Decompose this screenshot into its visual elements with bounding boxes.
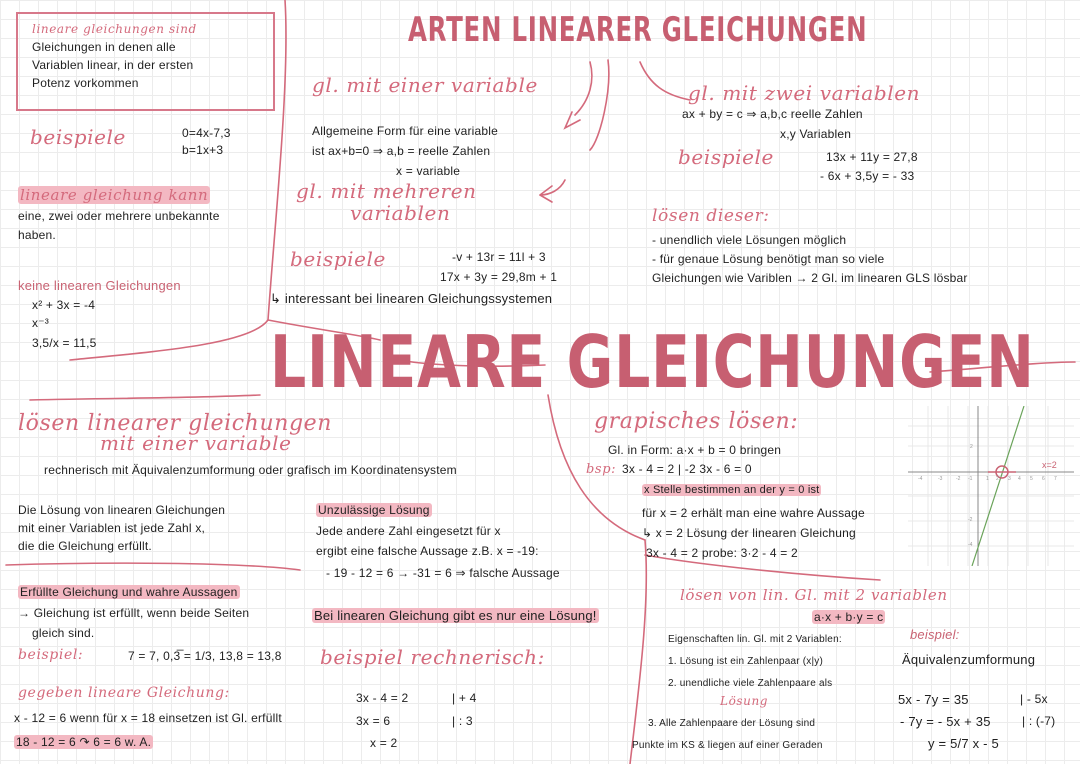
solve-two-formula-text: a·x + b·y = c xyxy=(814,610,884,624)
header-title: ARTEN LINEARER GLEICHUNGEN xyxy=(408,10,868,50)
equiv-row-2-right: | : (-7) xyxy=(1022,714,1056,728)
multi-var-heading-2: variablen xyxy=(350,201,451,225)
unknowns-text-1: lineare gleichung kann xyxy=(20,186,209,204)
multi-var-label: beispiele xyxy=(290,247,386,271)
solve-one-heading-1: lösen linearer gleichungen xyxy=(18,411,333,436)
graphic-line-5: ↳ x = 2 Lösung der linearen Gleichung xyxy=(642,526,856,540)
given-label: gegeben lineare Gleichung: xyxy=(18,685,230,701)
props-3: 2. unendliche viele Zahlenpaare als xyxy=(668,678,833,689)
unknowns-line-1 xyxy=(18,188,210,204)
equiv-row-1-left: 5x - 7y = 35 xyxy=(898,692,969,707)
given-line-1: x - 12 = 6 wenn für x = 18 einsetzen ist Gl. erfüllt xyxy=(14,711,282,725)
definition-line-1 xyxy=(32,22,197,37)
solution-text-1: Die Lösung von linearen Gleichungen xyxy=(18,503,226,517)
graphic-bsp: bsp: xyxy=(586,462,617,477)
tick-label: 4 xyxy=(1018,476,1021,482)
calc-row-2-left: 3x = 6 xyxy=(356,714,391,728)
fulfilled-line-1: → Gleichung ist erfüllt, wenn beide Seiten xyxy=(18,606,250,620)
multi-var-note: ↳ interessant bei linearen Gleichungssystemen xyxy=(270,291,553,306)
two-var-heading: gl. mit zwei variablen xyxy=(688,81,921,105)
given-line-2-text: 18 - 12 = 6 ↷ 6 = 6 w. A. xyxy=(16,735,152,749)
solving-two-line-2: - für genaue Lösung benötigt man so viele xyxy=(652,252,885,266)
props-6: Punkte im KS & liegen auf einer Geraden xyxy=(632,740,823,751)
props-5: 3. Alle Zahlenpaare der Lösung sind xyxy=(648,718,816,729)
tick-label: 6 xyxy=(1042,476,1045,482)
examples-label: beispiele xyxy=(30,125,126,149)
graphic-line-1: Gl. in Form: a·x + b = 0 bringen xyxy=(608,443,782,457)
tick-label: -4 xyxy=(968,542,973,548)
tick-label: 2 xyxy=(970,444,973,450)
invalid-heading-text: Unzulässige Lösung xyxy=(318,503,430,517)
only-one-text: Bei linearen Gleichung gibt es nur eine Lösung! xyxy=(314,608,597,623)
solving-two-heading: lösen dieser: xyxy=(652,206,770,226)
definition-line-3: Variablen linear, in der ersten xyxy=(32,58,194,72)
tick-label: -3 xyxy=(938,476,943,482)
two-var-line-2: x,y Variablen xyxy=(780,127,852,141)
invalid-line-2: ergibt eine falsche Aussage z.B. x = -19: xyxy=(316,544,539,558)
graphic-line-6: 3x - 4 = 2 probe: 3·2 - 4 = 2 xyxy=(646,546,798,560)
equiv-title: Äquivalenzumformung xyxy=(902,652,1036,667)
non-linear-2: x⁻³ xyxy=(32,316,49,330)
equiv-row-2-left: - 7y = - 5x + 35 xyxy=(900,714,991,729)
one-var-line-3: x = variable xyxy=(396,164,461,178)
solving-two-line-3: Gleichungen wie Variblen → 2 Gl. im linearen GLS lösbar xyxy=(652,271,968,285)
two-var-line-1: ax + by = c ⇒ a,b,c reelle Zahlen xyxy=(682,107,863,121)
unknowns-line-2: eine, zwei oder mehrere unbekannte xyxy=(18,209,220,223)
non-linear-label: keine linearen Gleichungen xyxy=(18,278,181,293)
calc-row-1-right: | + 4 xyxy=(452,691,477,705)
graph-line xyxy=(972,406,1024,566)
only-one-solution xyxy=(312,608,599,623)
fulfilled-line-2: gleich sind. xyxy=(32,626,95,640)
tick-label: -2 xyxy=(968,517,973,523)
definition-box xyxy=(16,12,275,111)
graph-plot xyxy=(908,406,1074,566)
one-var-line-2: ist ax+b=0 ⇒ a,b = reelle Zahlen xyxy=(312,144,491,158)
graphic-line-3-text: x Stelle bestimmen an der y = 0 ist xyxy=(644,484,820,496)
invalid-line-1: Jede andere Zahl eingesetzt für x xyxy=(316,524,501,538)
solve-two-heading: lösen von lin. Gl. mit 2 variablen xyxy=(680,586,948,604)
graphic-heading: grapisches lösen: xyxy=(594,409,799,434)
calc-row-1-left: 3x - 4 = 2 xyxy=(356,691,409,705)
solution-text-3: die die Gleichung erfüllt. xyxy=(18,539,152,553)
solution-text-2: mit einer Variablen ist jede Zahl x, xyxy=(18,521,206,535)
tick-label: 7 xyxy=(1054,476,1057,482)
solve-one-sub: rechnerisch mit Äquivalenzumformung oder grafisch im Koordinatensystem xyxy=(44,463,457,477)
one-var-line-1: Allgemeine Form für eine variable xyxy=(312,124,499,138)
fulfilled-heading xyxy=(18,585,240,600)
props-4: Lösung xyxy=(720,694,769,708)
invalid-heading xyxy=(316,503,432,518)
props-1: Eigenschaften lin. Gl. mit 2 Variablen: xyxy=(668,634,842,645)
two-var-ex-1: 13x + 11y = 27,8 xyxy=(826,150,918,164)
solve-two-formula xyxy=(812,610,885,625)
graphic-line-2: 3x - 4 = 2 | -2 3x - 6 = 0 xyxy=(622,462,752,476)
props-2: 1. Lösung ist ein Zahlenpaar (x|y) xyxy=(668,656,824,667)
graphic-line-4: für x = 2 erhält man eine wahre Aussage xyxy=(642,506,865,520)
multi-var-ex-1: -v + 13r = 11l + 3 xyxy=(452,250,546,264)
example-line-1: 0=4x-7,3 xyxy=(182,126,231,140)
tick-label: -4 xyxy=(918,476,923,482)
unknowns-line-3: haben. xyxy=(18,228,56,242)
tick-label: 3 xyxy=(1008,476,1011,482)
invalid-line-3: - 19 - 12 = 6 → -31 = 6 ⇒ falsche Aussage xyxy=(326,566,560,580)
tick-label: 1 xyxy=(986,476,989,482)
tick-label: 2 xyxy=(996,476,999,482)
solve-one-heading-2: mit einer variable xyxy=(100,431,292,455)
definition-text-1: lineare gleichungen sind xyxy=(32,22,197,36)
equiv-row-3-left: y = 5/7 x - 5 xyxy=(928,736,999,751)
two-var-ex-2: - 6x + 3,5y = - 33 xyxy=(820,169,915,183)
main-title: LINEARE GLEICHUNGEN xyxy=(270,320,1035,404)
given-line-2 xyxy=(14,735,153,750)
tick-label: -2 xyxy=(956,476,961,482)
tick-label: -1 xyxy=(968,476,973,482)
non-linear-1: x² + 3x = -4 xyxy=(32,298,96,312)
fulfilled-heading-text: Erfüllte Gleichung und wahre Aussagen xyxy=(20,585,238,599)
solving-two-line-1: - unendlich viele Lösungen möglich xyxy=(652,233,847,247)
calc-row-2-right: | : 3 xyxy=(452,714,473,728)
fulfilled-example: 7 = 7, 0,3̅ = 1/3, 13,8 = 13,8 xyxy=(128,649,282,663)
calc-row-3-left: x = 2 xyxy=(370,736,398,750)
fulfilled-example-label: beispiel: xyxy=(18,647,84,663)
example-line-2: b=1x+3 xyxy=(182,143,224,157)
multi-var-ex-2: 17x + 3y = 29,8m + 1 xyxy=(440,270,558,284)
non-linear-3: 3,5/x = 11,5 xyxy=(32,336,97,350)
equiv-row-1-right: | - 5x xyxy=(1020,692,1048,706)
graphic-line-3 xyxy=(642,483,821,498)
equiv-label: beispiel: xyxy=(910,627,960,642)
multi-var-heading-1: gl. mit mehreren xyxy=(296,179,477,203)
graph-label: x=2 xyxy=(1042,460,1057,470)
one-var-heading: gl. mit einer variable xyxy=(312,73,538,97)
tick-label: 5 xyxy=(1030,476,1033,482)
definition-line-2: Gleichungen in denen alle xyxy=(32,40,176,54)
calc-label: beispiel rechnerisch: xyxy=(320,645,545,669)
two-var-label: beispiele xyxy=(678,145,774,169)
definition-line-4: Potenz vorkommen xyxy=(32,76,139,90)
